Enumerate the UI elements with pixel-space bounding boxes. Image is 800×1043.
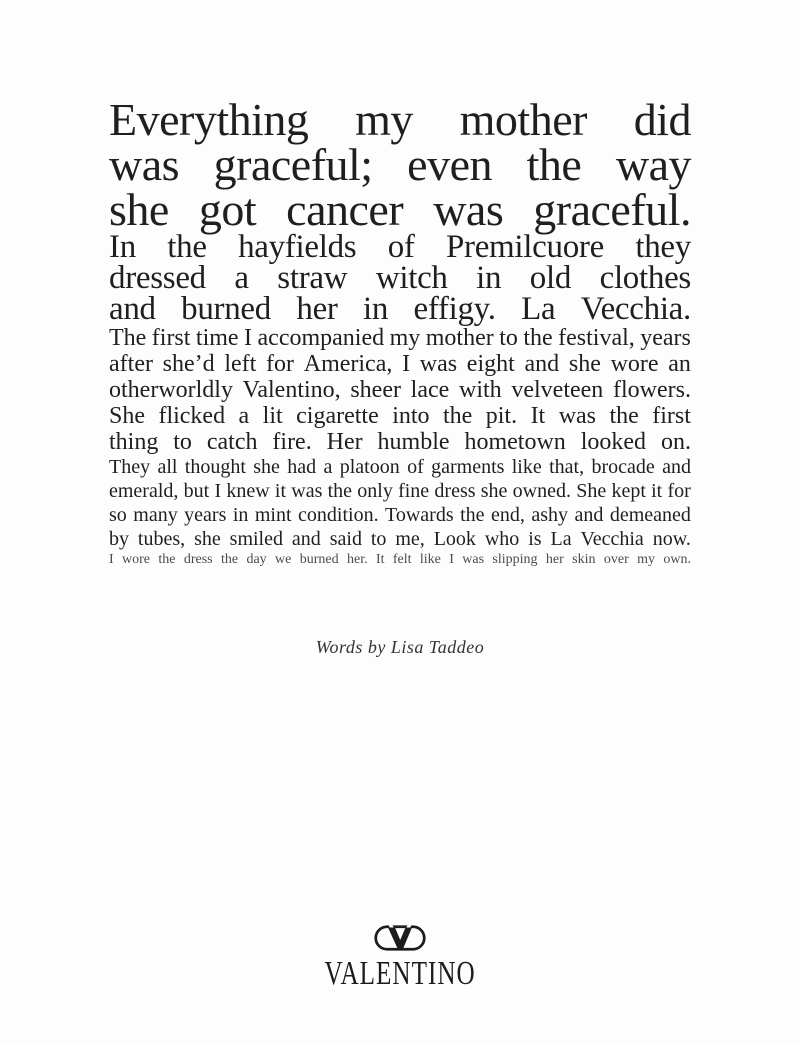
text-line: In the hayfields of Premilcuore they xyxy=(109,229,691,265)
byline: Words by Lisa Taddeo xyxy=(315,637,485,657)
text-line: was graceful; even the way xyxy=(109,139,691,190)
text-line: Everything my mother did xyxy=(109,94,691,145)
text-line: otherworldly Valentino, sheer lace with velveteen flowers. xyxy=(109,377,691,403)
text-line: I wore the dress the day we burned her. It felt like I was slipping her skin over my own. xyxy=(109,552,691,567)
text-column xyxy=(109,0,691,992)
text-line: after she’d left for America, I was eight and she wore an xyxy=(109,351,691,377)
brand-footer xyxy=(109,925,691,992)
closing-line xyxy=(109,551,691,569)
text-line: by tubes, she smiled and said to me, Look who is La Vecchia now. xyxy=(109,528,691,550)
text-line: dressed a straw witch in old clothes xyxy=(109,260,691,296)
text-line: The first time I accompanied my mother to the festival, years xyxy=(109,325,691,351)
brand-wordmark: VALENTINO xyxy=(324,955,476,992)
subheadline xyxy=(109,229,691,327)
body-paragraph-large xyxy=(109,325,691,455)
headline xyxy=(109,94,691,235)
text-line: she got cancer was graceful. xyxy=(109,184,691,235)
text-line: and burned her in effigy. La Vecchia. xyxy=(109,291,691,327)
body-paragraph-small xyxy=(109,455,691,551)
text-line: They all thought she had a platoon of garments like that, brocade and xyxy=(109,456,691,478)
text-line: so many years in mint condition. Towards the end, ashy and demeaned xyxy=(109,504,691,526)
valentino-vlogo-icon xyxy=(109,925,691,951)
text-line: thing to catch fire. Her humble hometown looked on. xyxy=(109,429,691,455)
text-line: She flicked a lit cigarette into the pit. It was the first xyxy=(109,403,691,429)
text-line: emerald, but I knew it was the only fine dress she owned. She kept it for xyxy=(109,480,691,502)
